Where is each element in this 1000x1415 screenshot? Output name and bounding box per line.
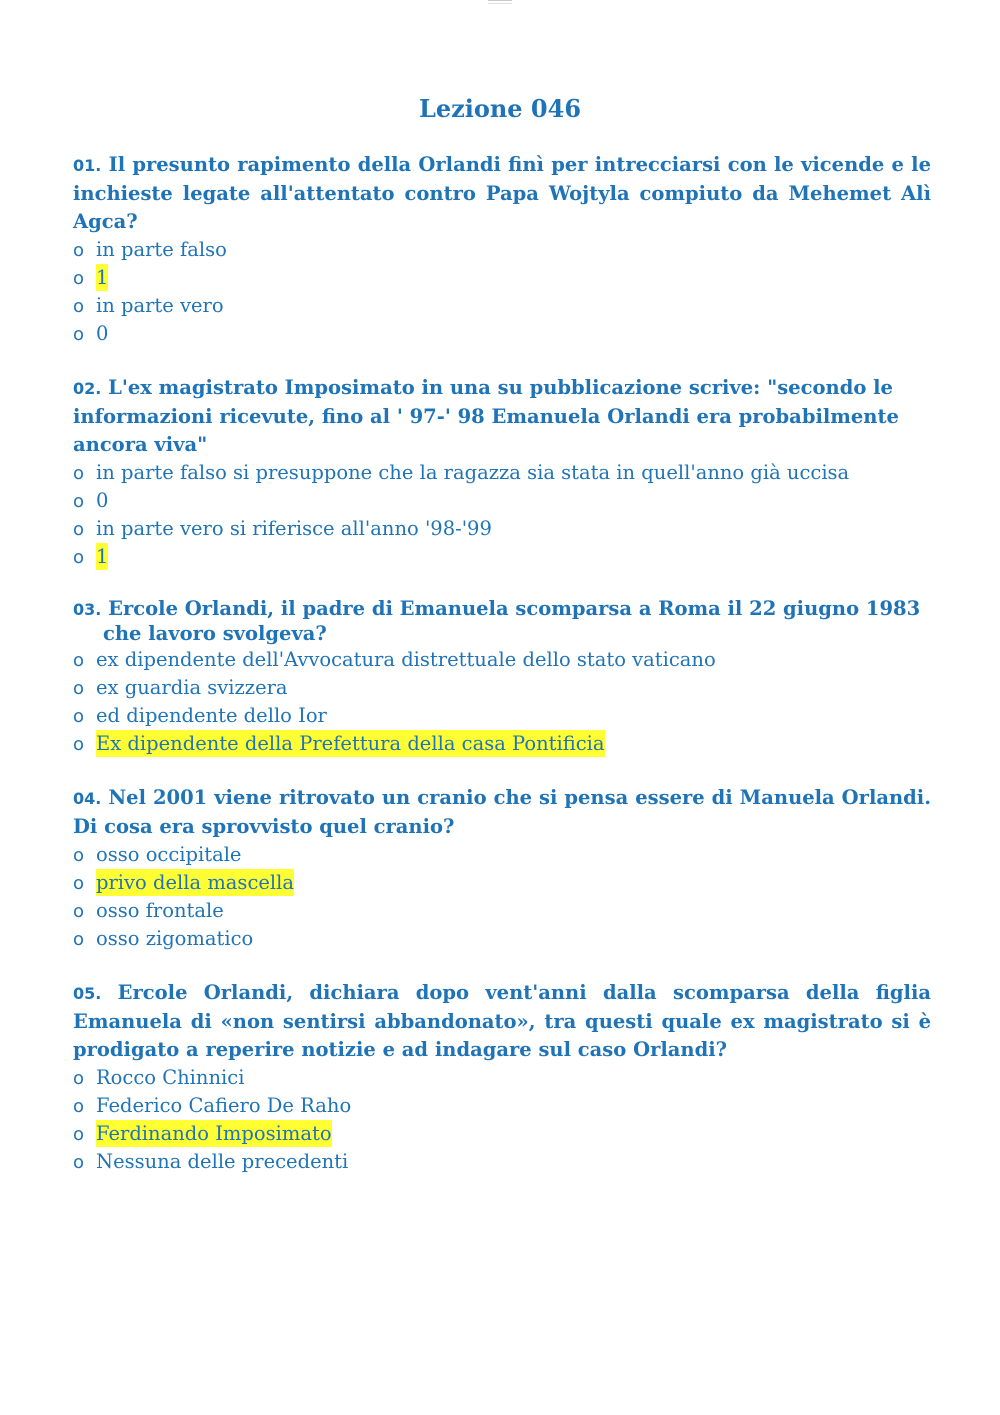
option: [73, 236, 931, 264]
option: [73, 320, 931, 348]
option-text: osso zigomatico: [96, 927, 254, 950]
bullet-icon: o: [73, 1152, 85, 1173]
question-03: [73, 597, 931, 758]
option-list: [73, 1064, 931, 1176]
question-text: [73, 979, 931, 1064]
question-04: [73, 784, 931, 953]
option-text: ed dipendente dello Ior: [96, 704, 327, 727]
option-text: Federico Cafiero De Raho: [96, 1094, 352, 1117]
option: [73, 702, 931, 730]
bullet-icon: o: [73, 547, 85, 568]
question-text: [73, 374, 931, 459]
correct-option-text: 1: [96, 545, 109, 568]
question-body: Ercole Orlandi, il padre di Emanuela scomparsa a Roma il 22 giugno 1983 che lavoro svolgeva?: [103, 597, 921, 645]
option-text: osso frontale: [96, 899, 224, 922]
question-text: [73, 597, 931, 646]
option: [73, 487, 931, 515]
option-list: [73, 459, 931, 571]
question-body: L'ex magistrato Imposimato in una su pubblicazione scrive: "secondo le informazioni ricevute, fino al ' 97-' 98 Emanuela Orlandi era probabilmente ancora viva": [73, 376, 899, 456]
question-body: Il presunto rapimento della Orlandi finì per intrecciarsi con le vicende e le inchieste legate all'attentato contro Papa Wojtyla compiuto da Mehemet Alì Agca?: [73, 153, 931, 233]
question-body: Ercole Orlandi, dichiara dopo vent'anni dalla scomparsa della figlia Emanuela di «non sentirsi abbandonato», tra questi quale ex magistrato si è prodigato a reperire notizie e ad indagare sul caso Orlandi?: [73, 981, 931, 1061]
option-list: [73, 841, 931, 953]
option-text: osso occipitale: [96, 843, 242, 866]
correct-option-text: privo della mascella: [96, 871, 294, 894]
option: [73, 1148, 931, 1176]
option-text: ex guardia svizzera: [96, 676, 288, 699]
bullet-icon: o: [73, 324, 85, 345]
bullet-icon: o: [73, 1124, 85, 1145]
option-text: 0: [96, 322, 109, 345]
correct-option-text: Ferdinando Imposimato: [96, 1122, 332, 1145]
bullet-icon: o: [73, 678, 85, 699]
option: [73, 841, 931, 869]
option: [73, 674, 931, 702]
option: [73, 1120, 931, 1148]
bullet-icon: o: [73, 650, 85, 671]
option: [73, 869, 931, 897]
bullet-icon: o: [73, 901, 85, 922]
option: [73, 1064, 931, 1092]
question-number: 05.: [73, 984, 102, 1003]
bullet-icon: o: [73, 1096, 85, 1117]
bullet-icon: o: [73, 463, 85, 484]
option-text: in parte vero: [96, 294, 224, 317]
option-list: [73, 646, 931, 758]
bullet-icon: o: [73, 240, 85, 261]
option: [73, 897, 931, 925]
option-text: 0: [96, 489, 109, 512]
question-number: 02.: [73, 379, 102, 398]
option: [73, 264, 931, 292]
question-01: [73, 151, 931, 348]
question-number: 04.: [73, 789, 102, 808]
option: [73, 459, 931, 487]
bullet-icon: o: [73, 268, 85, 289]
bullet-icon: o: [73, 873, 85, 894]
correct-option-text: Ex dipendente della Prefettura della casa Pontificia: [96, 732, 605, 755]
bullet-icon: o: [73, 706, 85, 727]
question-text: [73, 151, 931, 236]
option-text: in parte falso: [96, 238, 227, 261]
option-text: in parte falso si presuppone che la ragazza sia stata in quell'anno già uccisa: [96, 461, 850, 484]
option-text: Rocco Chinnici: [96, 1066, 245, 1089]
question-02: [73, 374, 931, 571]
option-text: in parte vero si riferisce all'anno '98-'99: [96, 517, 492, 540]
option-text: ex dipendente dell'Avvocatura distrettuale dello stato vaticano: [96, 648, 716, 671]
option: [73, 646, 931, 674]
header-mark: [488, 0, 512, 4]
option: [73, 292, 931, 320]
question-05: [73, 979, 931, 1176]
correct-option-text: 1: [96, 266, 109, 289]
bullet-icon: o: [73, 845, 85, 866]
option: [73, 543, 931, 571]
question-number: 03.: [73, 600, 102, 619]
bullet-icon: o: [73, 734, 85, 755]
option-list: [73, 236, 931, 348]
option: [73, 730, 931, 758]
option: [73, 515, 931, 543]
bullet-icon: o: [73, 929, 85, 950]
question-text: [73, 784, 931, 841]
page-title: Lezione 046: [418, 94, 582, 123]
option: [73, 925, 931, 953]
bullet-icon: o: [73, 519, 85, 540]
bullet-icon: o: [73, 491, 85, 512]
quiz-content: [73, 151, 931, 1202]
bullet-icon: o: [73, 1068, 85, 1089]
bullet-icon: o: [73, 296, 85, 317]
question-number: 01.: [73, 156, 102, 175]
question-body: Nel 2001 viene ritrovato un cranio che si pensa essere di Manuela Orlandi. Di cosa era sprovvisto quel cranio?: [73, 786, 931, 838]
option: [73, 1092, 931, 1120]
option-text: Nessuna delle precedenti: [96, 1150, 349, 1173]
